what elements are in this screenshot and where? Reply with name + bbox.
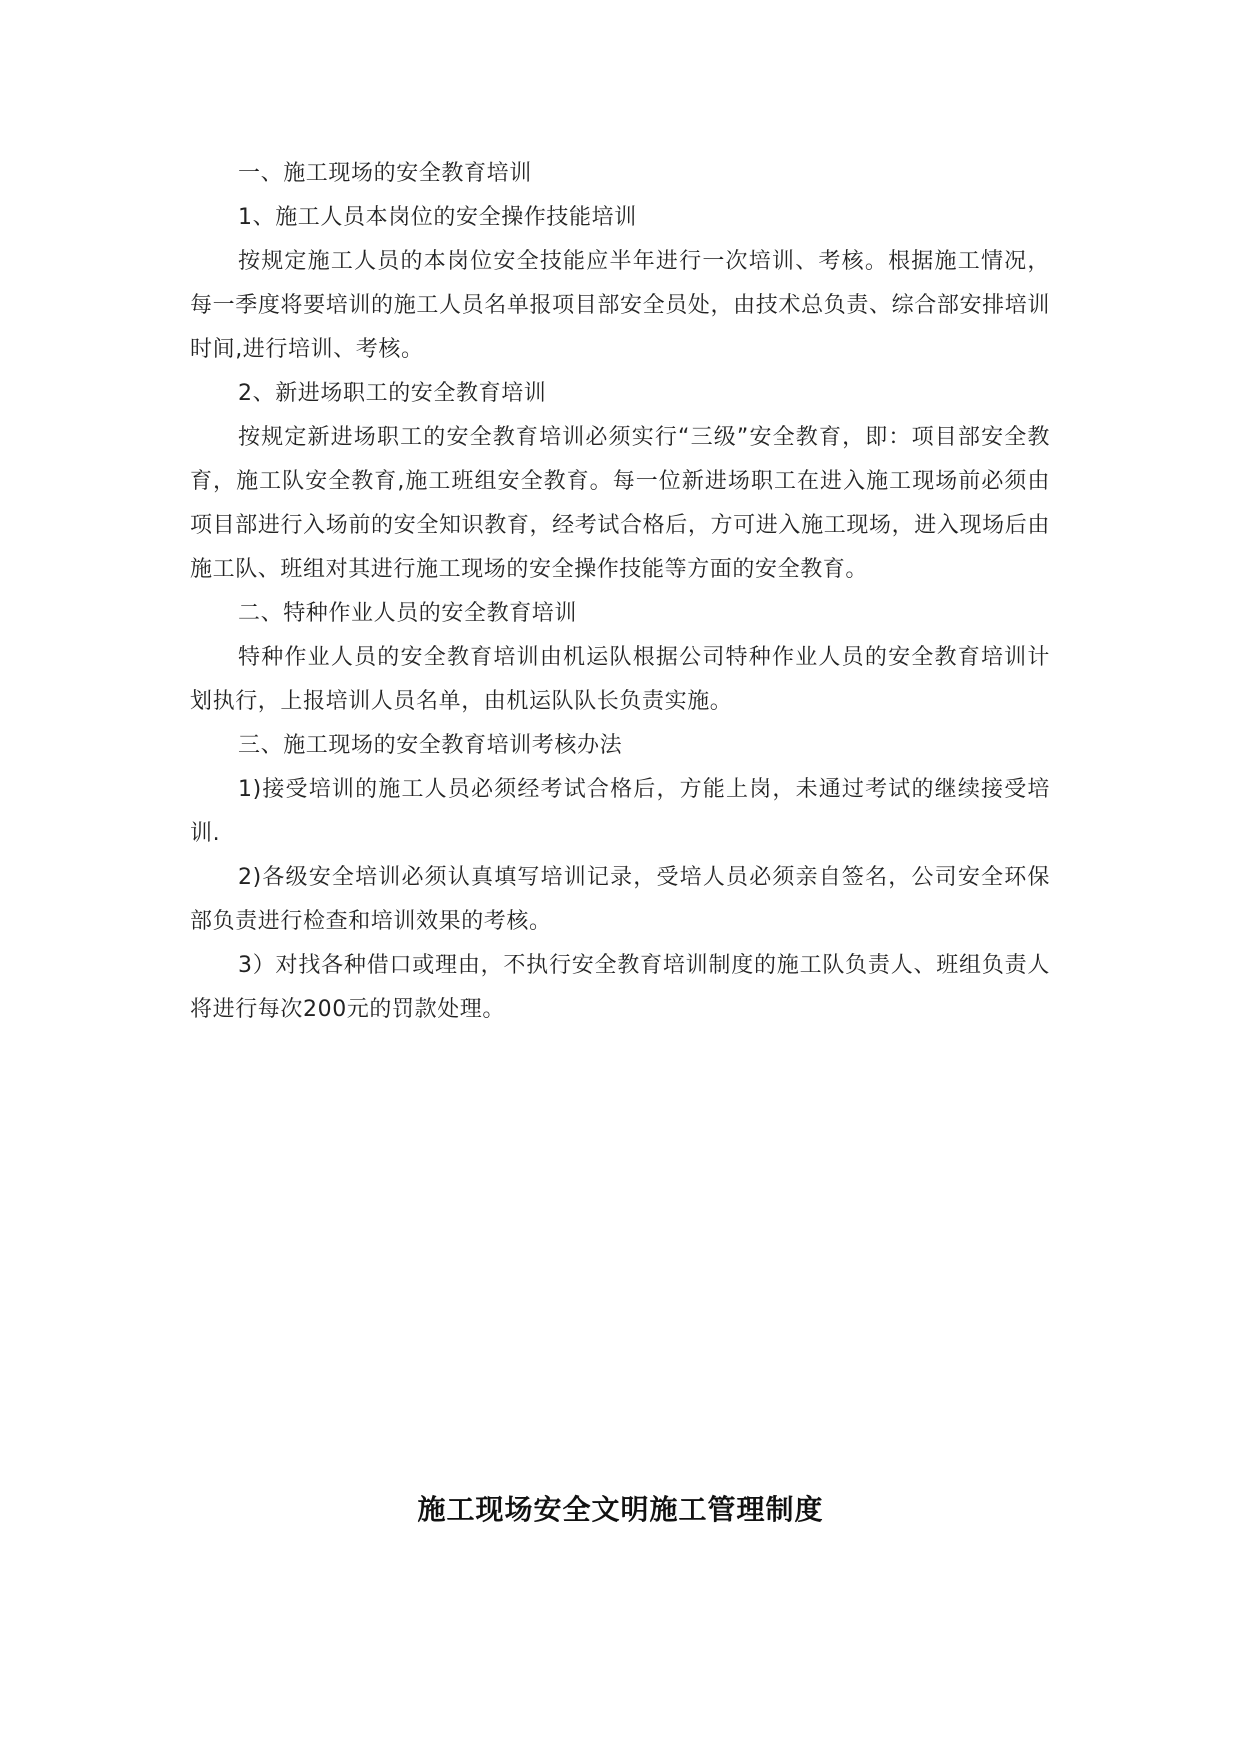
heading-section-3: 三、施工现场的安全教育培训考核办法 [238,733,623,758]
document-body [190,152,1050,1032]
list-item-3: 3）对找各种借口或理由，不执行安全教育培训制度的施工队负责人、班组负责人将进行每次200元的罚款处理。 [190,953,1050,1022]
heading-section-1: 一、施工现场的安全教育培训 [238,161,532,186]
list-item-2: 2)各级安全培训必须认真填写培训记录，受培人员必须亲自签名，公司安全环保部负责进行检查和培训效果的考核。 [190,865,1050,934]
paragraph-section-2: 特种作业人员的安全教育培训由机运队根据公司特种作业人员的安全教育培训计划执行，上报培训人员名单，由机运队队长负责实施。 [190,645,1050,714]
heading-section-2: 二、特种作业人员的安全教育培训 [238,601,578,626]
heading-item-1: 1、施工人员本岗位的安全操作技能培训 [238,205,637,230]
list-item-1: 1)接受培训的施工人员必须经考试合格后，方能上岗，未通过考试的继续接受培训. [190,777,1050,846]
paragraph-item-2: 按规定新进场职工的安全教育培训必须实行“三级”安全教育，即：项目部安全教育，施工队安全教育,施工班组安全教育。每一位新进场职工在进入施工现场前必须由项目部进行入场前的安全知识教育，经考试合格后，方可进入施工现场，进入现场后由施工队、班组对其进行施工现场的安全操作技能等方面的安全教育。 [190,425,1050,582]
paragraph-item-1: 按规定施工人员的本岗位安全技能应半年进行一次培训、考核。根据施工情况，每一季度将要培训的施工人员名单报项目部安全员处，由技术总负责、综合部安排培训时间,进行培训、考核。 [190,249,1050,362]
heading-item-2: 2、新进场职工的安全教育培训 [238,381,547,406]
next-section-title: 施工现场安全文明施工管理制度 [417,1493,824,1526]
